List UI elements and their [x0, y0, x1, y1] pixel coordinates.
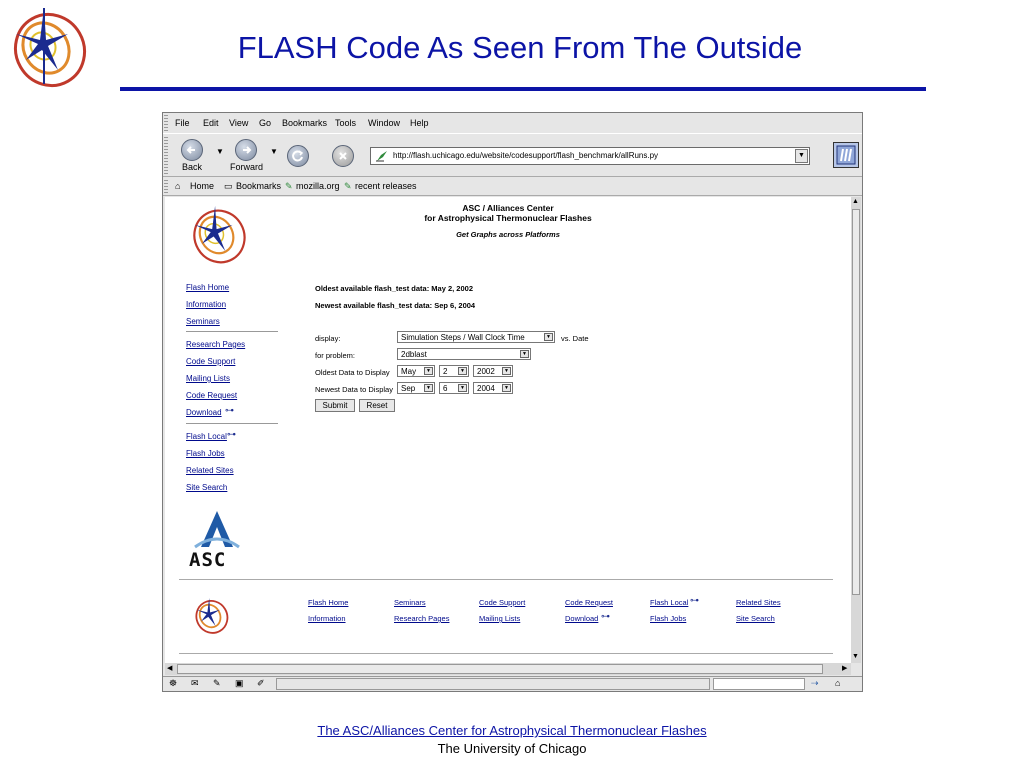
personal-toolbar: [163, 177, 862, 196]
problem-select[interactable]: [397, 348, 531, 360]
menu-window[interactable]: Window: [368, 118, 401, 128]
forward-label[interactable]: Forward: [230, 162, 264, 172]
back-button[interactable]: [181, 139, 203, 161]
nav-research-pages[interactable]: Research Pages: [186, 340, 246, 349]
home-icon[interactable]: ⌂: [175, 181, 181, 191]
addressbook-icon[interactable]: ▣: [235, 678, 244, 688]
newest-data-label: Newest Data to Display: [315, 385, 393, 394]
key-icon: ⊶: [690, 595, 699, 605]
slide-title: FLASH Code As Seen From The Outside: [237, 30, 803, 65]
nav-flash-jobs[interactable]: Flash Jobs: [186, 449, 225, 458]
navigation-toolbar: [163, 133, 862, 177]
back-label[interactable]: Back: [182, 162, 203, 172]
bookmark-icon: ✎: [285, 181, 293, 191]
footer-flash-local[interactable]: Flash Local: [650, 598, 689, 607]
footer-information[interactable]: Information: [308, 614, 346, 623]
oldest-month-value: May: [401, 367, 417, 376]
asc-logo-text: ASC: [189, 549, 227, 571]
bookmark-icon: ✎: [344, 181, 352, 191]
oldest-day-value: 2: [443, 367, 448, 376]
online-status-icon[interactable]: ⇢: [811, 678, 819, 688]
key-icon: ⊶: [227, 429, 236, 439]
oldest-year-value: 2002: [477, 367, 495, 376]
flash-logo: [8, 4, 88, 92]
menu-help[interactable]: Help: [410, 118, 429, 128]
chevron-down-icon: ▼: [544, 333, 553, 341]
menu-tools[interactable]: Tools: [335, 118, 357, 128]
display-label: display:: [315, 334, 341, 343]
status-text-area: [276, 678, 710, 690]
scroll-up-icon[interactable]: ▲: [852, 198, 859, 205]
forward-arrow-icon: [239, 143, 253, 157]
url-field[interactable]: [370, 147, 810, 165]
chat-icon[interactable]: ✐: [257, 678, 265, 688]
footer-flash-home[interactable]: Flash Home: [308, 598, 349, 607]
bookmarks-folder-icon[interactable]: ▭: [224, 181, 233, 191]
newest-year-value: 2004: [477, 384, 495, 393]
flash-logo-small: [187, 203, 249, 272]
recent-releases-link[interactable]: recent releases: [355, 181, 417, 191]
nav-seminars[interactable]: Seminars: [186, 317, 220, 326]
chevron-down-icon: ▼: [502, 384, 511, 392]
vs-date-label: vs. Date: [561, 334, 589, 343]
menu-file[interactable]: File: [175, 118, 190, 128]
stop-icon: [336, 149, 350, 163]
chevron-down-icon: ▼: [424, 367, 433, 375]
footer-seminars[interactable]: Seminars: [394, 598, 426, 607]
footer-code-request[interactable]: Code Request: [565, 598, 613, 607]
chevron-down-icon: ▼: [520, 350, 529, 358]
navigator-icon[interactable]: ☸: [169, 678, 178, 688]
stop-button[interactable]: [332, 145, 354, 167]
nav-mailing-lists[interactable]: Mailing Lists: [186, 374, 231, 383]
nav-site-search[interactable]: Site Search: [186, 483, 228, 492]
nav-download[interactable]: Download: [186, 408, 222, 417]
newest-month-value: Sep: [401, 384, 416, 393]
status-bar: [163, 676, 862, 692]
title-divider: [120, 87, 926, 91]
horizontal-scroll-thumb[interactable]: [177, 664, 823, 674]
page-subheader: Get Graphs across Platforms: [456, 230, 560, 239]
forward-dropdown-icon[interactable]: ▼: [270, 147, 278, 156]
submit-button[interactable]: Submit: [315, 399, 355, 412]
oldest-available-info: Oldest available flash_test data: May 2, 2002: [315, 284, 473, 293]
back-arrow-icon: [185, 143, 199, 157]
nav-related-sites[interactable]: Related Sites: [186, 466, 234, 475]
nav-code-request[interactable]: Code Request: [186, 391, 238, 400]
newest-day-value: 6: [443, 384, 448, 393]
nav-information[interactable]: Information: [186, 300, 227, 309]
composer-icon[interactable]: ✎: [213, 678, 221, 688]
page-header-line1: ASC / Alliances Center: [462, 203, 554, 213]
scroll-left-icon[interactable]: ◀: [167, 665, 173, 672]
mail-icon[interactable]: ✉: [191, 678, 199, 688]
oldest-data-label: Oldest Data to Display: [315, 368, 390, 377]
footer-link[interactable]: The ASC/Alliances Center for Astrophysical Thermonuclear Flashes: [317, 723, 707, 738]
page-content: [165, 197, 851, 663]
bookmarks-link[interactable]: Bookmarks: [236, 181, 282, 191]
url-text: http://flash.uchicago.edu/website/codesupport/flash_benchmark/allRuns.py: [393, 151, 659, 160]
forward-button[interactable]: [235, 139, 257, 161]
newest-available-info: Newest available flash_test data: Sep 6, 2004: [315, 301, 476, 310]
chevron-down-icon: ▼: [424, 384, 433, 392]
toolbar-grip[interactable]: [164, 136, 168, 174]
footer-divider: [179, 653, 833, 654]
mozilla-org-link[interactable]: mozilla.org: [296, 181, 340, 191]
newest-month-select[interactable]: [397, 382, 435, 394]
footer-subtitle: The University of Chicago: [437, 741, 587, 756]
toolbar-grip[interactable]: [164, 115, 168, 131]
progress-meter: [713, 678, 805, 690]
footer-mailing-lists[interactable]: Mailing Lists: [479, 614, 521, 623]
footer-research-pages[interactable]: Research Pages: [394, 614, 450, 623]
oldest-month-select[interactable]: [397, 365, 435, 377]
reload-button[interactable]: [287, 145, 309, 167]
vertical-scroll-thumb[interactable]: [852, 209, 860, 595]
problem-label: for problem:: [315, 351, 356, 360]
chevron-down-icon: ▼: [458, 384, 467, 392]
back-dropdown-icon[interactable]: ▼: [216, 147, 224, 156]
reset-button[interactable]: Reset: [359, 399, 395, 412]
oldest-day-select[interactable]: [439, 365, 469, 377]
nav-divider: [186, 331, 278, 332]
footer-related-sites[interactable]: Related Sites: [736, 598, 781, 607]
menu-edit[interactable]: Edit: [203, 118, 219, 128]
footer-divider: [179, 579, 833, 580]
browser-window: [162, 112, 863, 692]
page-icon: [375, 150, 389, 162]
security-icon[interactable]: ⌂: [835, 678, 841, 688]
nav-code-support[interactable]: Code Support: [186, 357, 236, 366]
oldest-year-select[interactable]: [473, 365, 513, 377]
home-link[interactable]: Home: [190, 181, 215, 191]
menu-bar: [163, 113, 862, 133]
menu-go[interactable]: Go: [259, 118, 272, 128]
display-select[interactable]: [397, 331, 555, 343]
scroll-right-icon[interactable]: ▶: [842, 665, 848, 672]
nav-divider: [186, 423, 278, 424]
flash-logo-footer: [193, 595, 229, 642]
footer-download[interactable]: Download: [565, 614, 599, 623]
nav-flash-local[interactable]: Flash Local: [186, 432, 227, 441]
asc-logo: [187, 503, 247, 578]
throbber-logo[interactable]: [833, 142, 859, 168]
key-icon: ⊶: [601, 611, 610, 621]
menu-bookmarks[interactable]: Bookmarks: [282, 118, 328, 128]
footer-flash-jobs[interactable]: Flash Jobs: [650, 614, 687, 623]
footer-site-search[interactable]: Site Search: [736, 614, 775, 623]
chevron-down-icon: ▼: [502, 367, 511, 375]
page-header-line2: for Astrophysical Thermonuclear Flashes: [424, 213, 592, 223]
scroll-down-icon[interactable]: ▼: [852, 653, 859, 660]
key-icon: ⊶: [225, 405, 234, 415]
url-dropdown-icon[interactable]: ▼: [795, 149, 808, 163]
nav-flash-home[interactable]: Flash Home: [186, 283, 230, 292]
mozilla-logo-icon: [834, 143, 858, 167]
toolbar-grip[interactable]: [164, 179, 168, 193]
newest-year-select[interactable]: [473, 382, 513, 394]
footer-code-support[interactable]: Code Support: [479, 598, 526, 607]
reload-icon: [291, 149, 305, 163]
newest-day-select[interactable]: [439, 382, 469, 394]
problem-select-value: 2dblast: [401, 350, 427, 359]
chevron-down-icon: ▼: [458, 367, 467, 375]
menu-view[interactable]: View: [229, 118, 249, 128]
display-select-value: Simulation Steps / Wall Clock Time: [401, 333, 525, 342]
